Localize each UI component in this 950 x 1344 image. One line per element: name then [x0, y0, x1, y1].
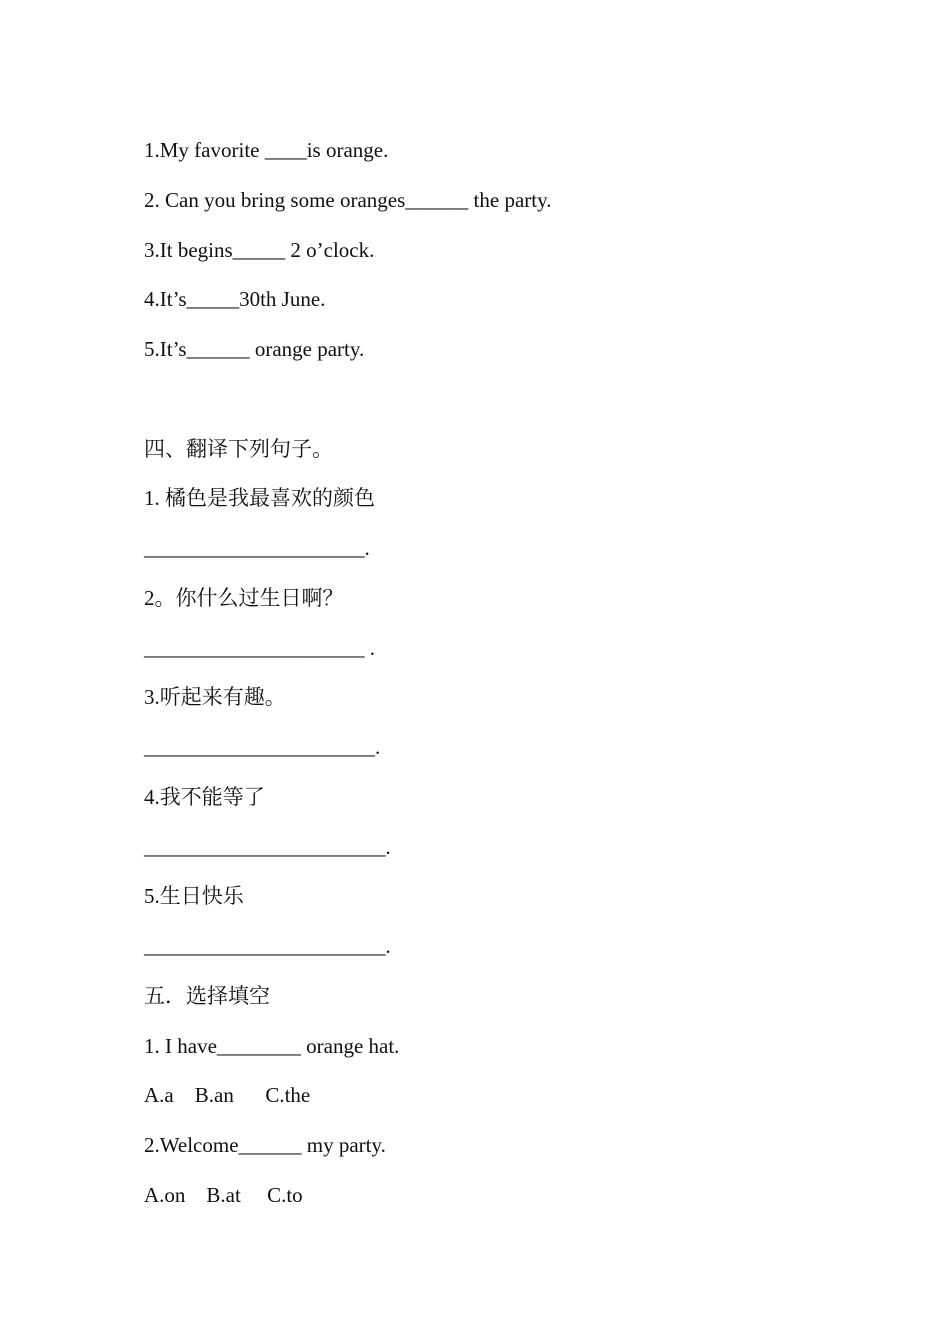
translate-answer-line-5: _______________________.: [144, 934, 391, 958]
choice-options-1: A.a B.an C.the: [144, 1083, 311, 1107]
fill-blank-item-4: 4.It’s_____30th June.: [144, 287, 326, 311]
translate-answer-line-4: _______________________.: [144, 835, 391, 859]
translate-prompt-4: 4.我不能等了: [144, 785, 265, 809]
choice-question-2: 2.Welcome______ my party.: [144, 1133, 386, 1157]
translate-answer-line-1: _____________________.: [144, 536, 370, 560]
translate-answer-line-2: _____________________ .: [144, 636, 375, 660]
fill-blank-item-1: 1.My favorite ____is orange.: [144, 138, 389, 162]
translate-prompt-1: 1. 橘色是我最喜欢的颜色: [144, 486, 375, 510]
translate-prompt-2: 2。你什么过生日啊？: [144, 586, 344, 610]
translate-answer-line-3: ______________________.: [144, 735, 381, 759]
choice-options-2: A.on B.at C.to: [144, 1183, 303, 1207]
translate-prompt-3: 3.听起来有趣。: [144, 685, 286, 709]
choice-question-1: 1. I have________ orange hat.: [144, 1034, 400, 1058]
fill-blank-item-2: 2. Can you bring some oranges______ the party.: [144, 188, 552, 212]
fill-blank-item-3: 3.It begins_____ 2 o’clock.: [144, 238, 375, 262]
translate-prompt-5: 5.生日快乐: [144, 884, 244, 908]
section4-title: 四、翻译下列句子。: [144, 437, 333, 461]
section5-title: 五．选择填空: [144, 984, 270, 1008]
fill-blank-item-5: 5.It’s______ orange party.: [144, 337, 365, 361]
